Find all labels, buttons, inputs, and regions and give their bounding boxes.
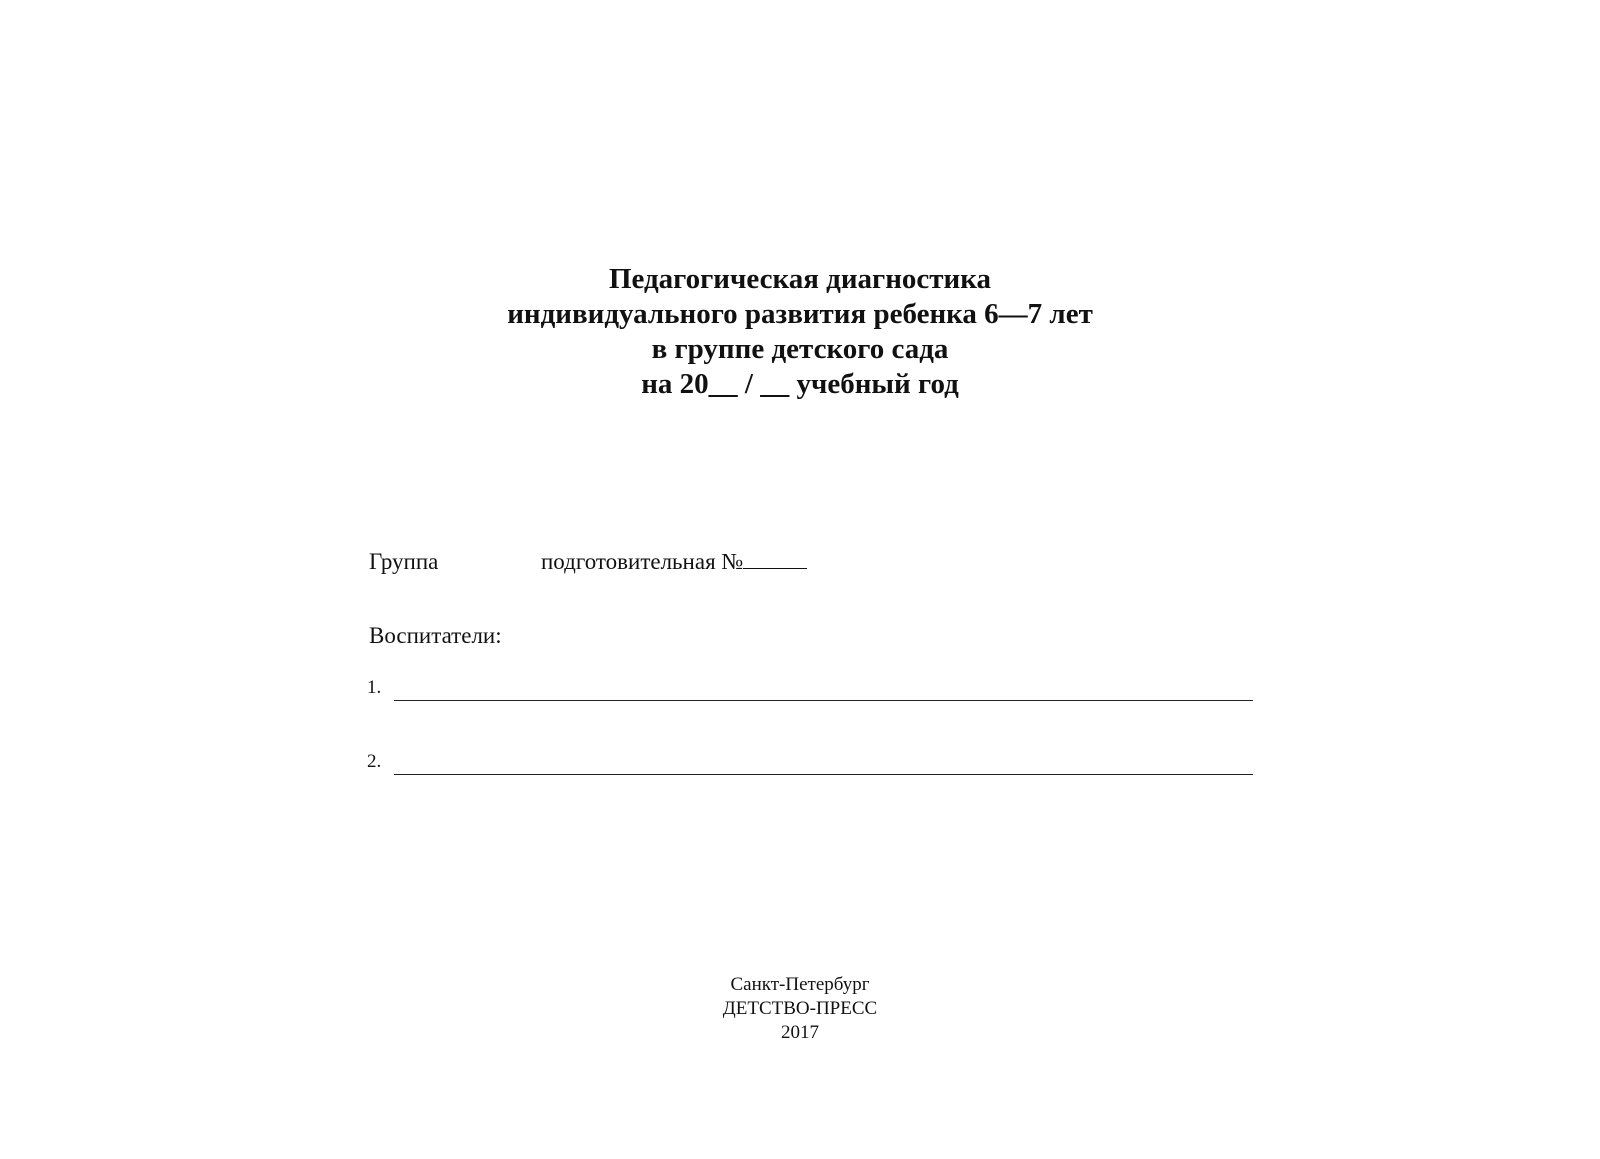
footer-imprint	[0, 973, 1600, 1045]
title-block	[0, 262, 1600, 402]
educators-label: Воспитатели:	[369, 623, 502, 648]
educator-line-1	[367, 671, 1253, 701]
group-label: Группа	[369, 549, 439, 574]
footer-publisher: ДЕТСТВО-ПРЕСС	[722, 998, 878, 1019]
footer-year: 2017	[781, 1022, 819, 1043]
educator-line-2	[367, 745, 1253, 775]
footer-city: Санкт-Петербург	[730, 974, 870, 995]
group-value	[541, 548, 807, 576]
educator-number-1: 1.	[367, 677, 382, 698]
group-number-blank[interactable]	[743, 548, 807, 569]
title-line-2: индивидуального развития ребенка 6—7 лет	[507, 298, 1093, 330]
educator-number-2: 2.	[367, 751, 382, 772]
title-line-1: Педагогическая диагностика	[608, 263, 992, 295]
group-value-text: подготовительная №	[541, 549, 744, 574]
title-line-4: на 20__ / __ учебный год	[641, 368, 959, 400]
title-line-3: в группе детского сада	[651, 333, 949, 365]
educator-blank-2[interactable]	[394, 774, 1253, 775]
educator-blank-1[interactable]	[394, 700, 1253, 701]
